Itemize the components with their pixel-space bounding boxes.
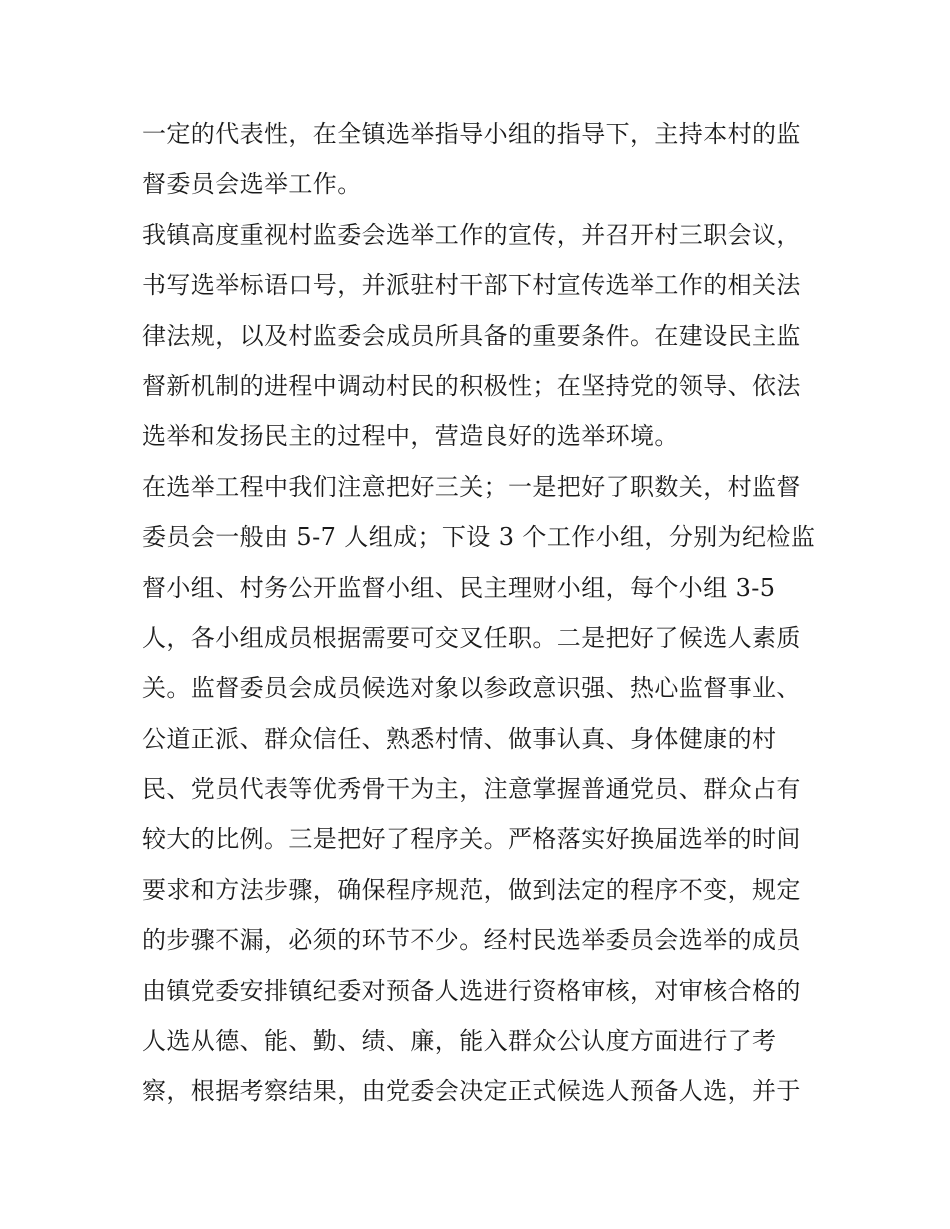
text-line: 督小组、村务公开监督小组、民主理财小组，每个小组 3-5 (142, 573, 776, 602)
text-line: 较大的比例。三是把好了程序关。严格落实好换届选举的时间 (142, 825, 801, 854)
text-line: 察，根据考察结果，由党委会决定正式候选人预备人选，并于 (142, 1077, 801, 1106)
text-line: 的步骤不漏，必须的环节不少。经村民选举委员会选举的成员 (142, 926, 801, 955)
text-line: 人选从德、能、勤、绩、廉，能入群众公认度方面进行了考 (142, 1027, 777, 1056)
text-line: 要求和方法步骤，确保程序规范，做到法定的程序不变，规定 (142, 875, 801, 904)
text-line: 民、党员代表等优秀骨干为主，注意掌握普通党员、群众占有 (142, 775, 801, 804)
text-line: 督委员会选举工作。 (142, 170, 362, 199)
text-line: 我镇高度重视村监委会选举工作的宣传，并召开村三职会议， (142, 220, 801, 249)
text-line: 书写选举标语口号，并派驻村干部下村宣传选举工作的相关法 (142, 271, 801, 300)
text-line: 在选举工程中我们注意把好三关；一是把好了职数关，村监督 (142, 472, 801, 501)
text-line: 委员会一般由 5-7 人组成；下设 3 个工作小组，分别为纪检监 (142, 523, 816, 552)
text-line: 公道正派、群众信任、熟悉村情、做事认真、身体健康的村 (142, 724, 777, 753)
text-line: 选举和发扬民主的过程中，营造良好的选举环境。 (142, 422, 679, 451)
document-body (142, 109, 822, 1117)
text-line: 人，各小组成员根据需要可交叉任职。二是把好了候选人素质 (142, 623, 801, 652)
text-line: 由镇党委安排镇纪委对预备人选进行资格审核，对审核合格的 (142, 976, 801, 1005)
text-line: 关。监督委员会成员候选对象以参政意识强、热心监督事业、 (142, 674, 801, 703)
text-line: 律法规，以及村监委会成员所具备的重要条件。在建设民主监 (142, 321, 801, 350)
text-line: 一定的代表性，在全镇选举指导小组的指导下，主持本村的监 (142, 120, 801, 148)
text-line: 督新机制的进程中调动村民的积极性；在坚持党的领导、依法 (142, 371, 801, 400)
